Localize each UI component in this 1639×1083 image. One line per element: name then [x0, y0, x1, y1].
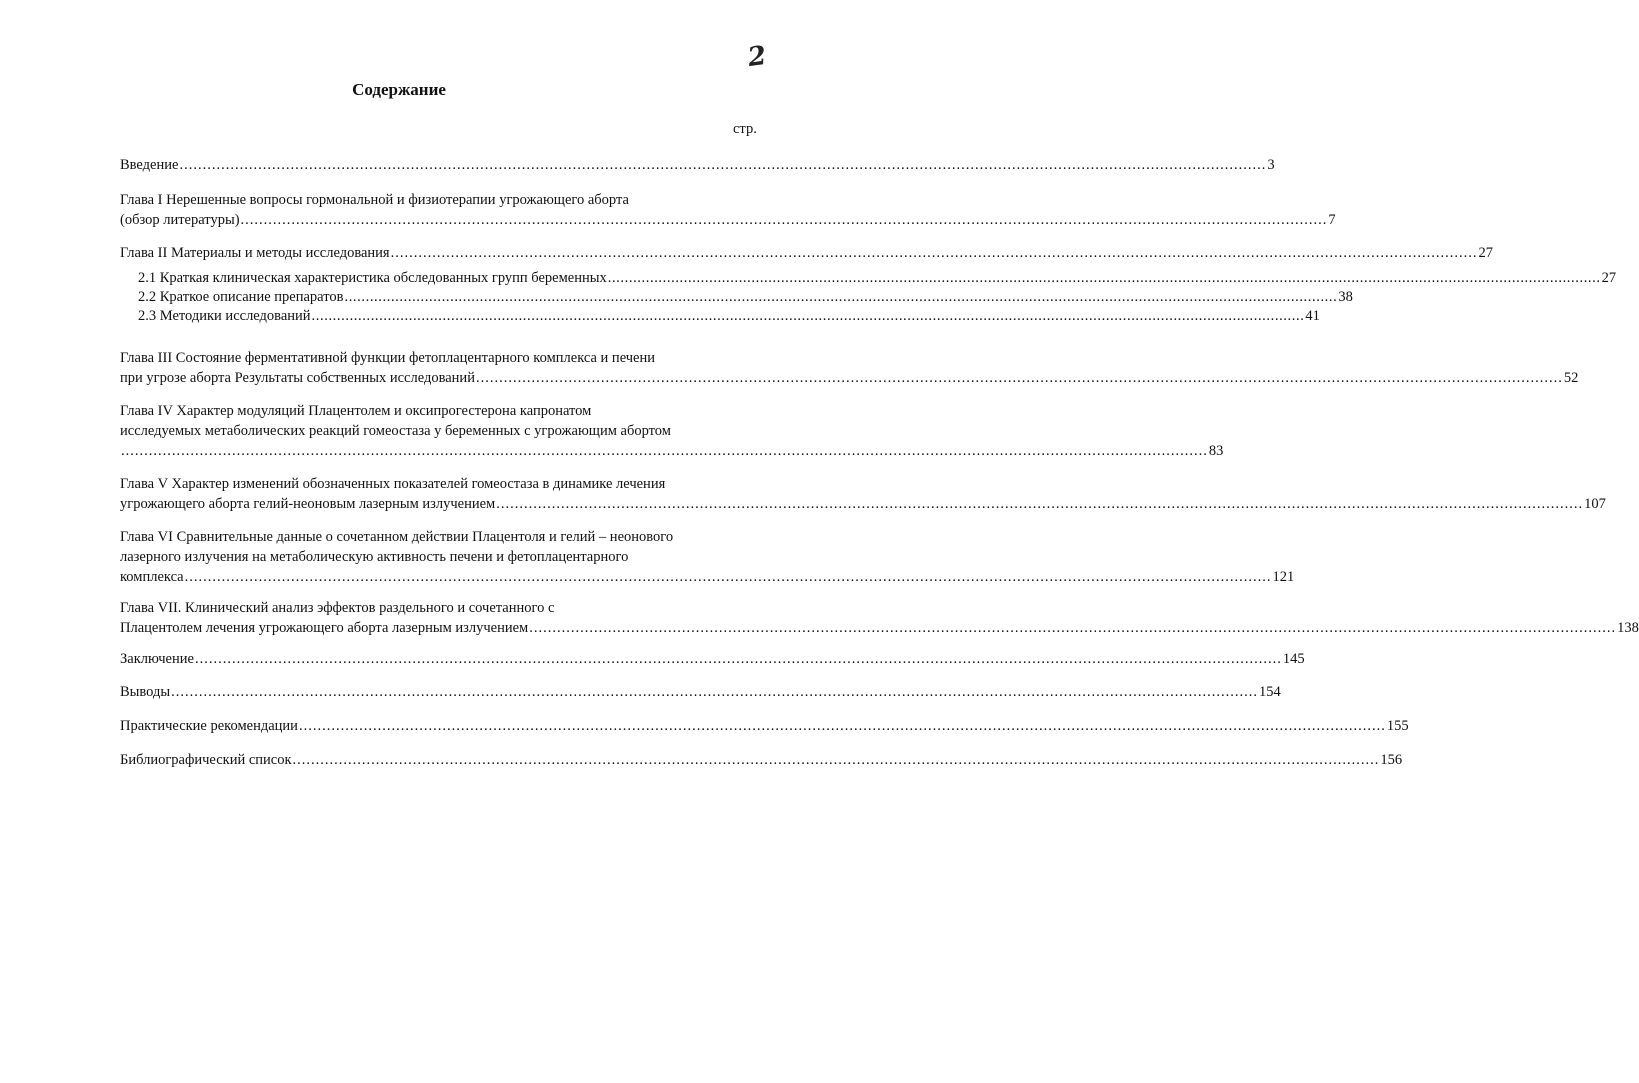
toc-leader-dots: ........................................................................................................................................................................................................................................... — [179, 157, 1267, 173]
toc-leader-dots: ........................................................................................................................................................................................................................................... — [529, 620, 1617, 636]
toc-entry-bibliography — [120, 750, 1403, 770]
toc-entry-chapter-6 — [120, 527, 1295, 587]
toc-entry-title-line: Глава I Нерешенные вопросы гормональной и физиотерапии угрожающего аборта — [120, 192, 629, 208]
toc-entry-title-line: Глава III Состояние ферментативной функции фетоплацентарного комплекса и печени — [120, 350, 656, 366]
toc-entry-title: Плацентолем лечения угрожающего аборта лазерным излучением — [120, 620, 529, 636]
toc-leader-dots: ........................................................................................................................................................................................................................................... — [390, 245, 1478, 261]
toc-entry-page: 155 — [1386, 718, 1409, 734]
toc-entry-title: Практические рекомендации — [120, 718, 298, 734]
toc-entry-chapter-7 — [120, 598, 1639, 638]
toc-entry-page: 154 — [1259, 684, 1281, 700]
toc-entry-title-line: лазерного излучения на метаболическую активность печени и фетоплацентарного — [120, 549, 629, 565]
toc-entry-page: 3 — [1267, 157, 1275, 173]
toc-entry-title: Выводы — [120, 684, 171, 700]
toc-entry-title: при угрозе аборта Результаты собственных исследований — [120, 370, 475, 386]
toc-leader-dots: ........................................................................................................................................................................................................................................... — [240, 212, 1328, 228]
toc-entry-page: 52 — [1563, 370, 1579, 386]
page-column-label: стр. — [733, 121, 757, 137]
toc-entry-chapter-3 — [120, 348, 1579, 388]
toc-leader-dots: ........................................................................................................................................................................................................................................... — [121, 443, 1208, 459]
toc-leader-dots: ........................................................................................................................................................................................................................................... — [311, 308, 1305, 324]
toc-entry-section-2-1 — [138, 268, 1617, 288]
toc-entry-title-line: Глава VII. Клинический анализ эффектов раздельного и сочетанного с — [120, 600, 555, 616]
toc-leader-dots: ........................................................................................................................................................................................................................................... — [344, 289, 1338, 305]
toc-entry-title: 2.3 Методики исследований — [138, 308, 311, 324]
toc-entry-title-line: исследуемых метаболических реакций гомеостаза у беременных с угрожающим абортом — [120, 423, 671, 439]
toc-entry-title: угрожающего аборта гелий-неоновым лазерным излучением — [120, 496, 496, 512]
toc-entry-title: Введение — [120, 157, 179, 173]
toc-entry-title: Заключение — [120, 651, 194, 667]
toc-entry-title: (обзор литературы) — [120, 212, 240, 228]
toc-entry-chapter-2 — [120, 243, 1493, 263]
toc-entry-recommendations — [120, 716, 1409, 736]
toc-entry-title: Библиографический список — [120, 752, 292, 768]
toc-entry-title: 2.1 Краткая клиническая характеристика обследованных групп беременных — [138, 270, 607, 286]
toc-entry-title-line: Глава VI Сравнительные данные о сочетанном действии Плацентоля и гелий – неонового — [120, 529, 674, 545]
toc-entry-page: 121 — [1272, 569, 1295, 585]
toc-entry-findings — [120, 682, 1281, 702]
toc-leader-dots: ........................................................................................................................................................................................................................................... — [184, 569, 1272, 585]
toc-entry-section-2-3 — [138, 306, 1320, 326]
toc-leader-dots: ........................................................................................................................................................................................................................................... — [607, 270, 1601, 286]
toc-entry-title: комплекса — [120, 569, 184, 585]
toc-entry-page: 27 — [1601, 270, 1617, 286]
toc-entry-page: 7 — [1328, 212, 1336, 228]
toc-entry-conclusion — [120, 649, 1305, 669]
toc-entry-page: 38 — [1338, 289, 1353, 305]
toc-entry-page: 156 — [1380, 752, 1403, 768]
toc-entry-section-2-2 — [138, 287, 1353, 307]
toc-entry-page: 83 — [1208, 443, 1224, 459]
toc-entry-title: Глава II Материалы и методы исследования — [120, 245, 390, 261]
toc-entry-chapter-1 — [120, 190, 1336, 230]
toc-entry-title-line: Глава V Характер изменений обозначенных показателей гомеостаза в динамике лечения — [120, 476, 666, 492]
toc-entry-page: 27 — [1478, 245, 1493, 261]
page-title: Содержание — [352, 80, 446, 99]
toc-entry-chapter-5 — [120, 474, 1606, 514]
toc-entry-chapter-4 — [120, 401, 1224, 461]
toc-leader-dots: ........................................................................................................................................................................................................................................... — [475, 370, 1563, 386]
toc-entry-title-line: Глава IV Характер модуляций Плацентолем и оксипрогестерона капронатом — [120, 403, 592, 419]
toc-entry-introduction — [120, 155, 1275, 175]
toc-entry-page: 107 — [1584, 496, 1606, 512]
toc-leader-dots: ........................................................................................................................................................................................................................................... — [298, 718, 1386, 734]
toc-leader-dots: ........................................................................................................................................................................................................................................... — [171, 684, 1258, 700]
toc-leader-dots: ........................................................................................................................................................................................................................................... — [194, 651, 1282, 667]
toc-entry-page: 138 — [1617, 620, 1639, 636]
toc-entry-title: 2.2 Краткое описание препаратов — [138, 289, 344, 305]
toc-leader-dots: ........................................................................................................................................................................................................................................... — [292, 752, 1380, 768]
handwritten-page-number: 2 — [746, 40, 769, 74]
toc-entry-page: 145 — [1282, 651, 1305, 667]
toc-entry-page: 41 — [1305, 308, 1320, 324]
toc-leader-dots: ........................................................................................................................................................................................................................................... — [496, 496, 1584, 512]
